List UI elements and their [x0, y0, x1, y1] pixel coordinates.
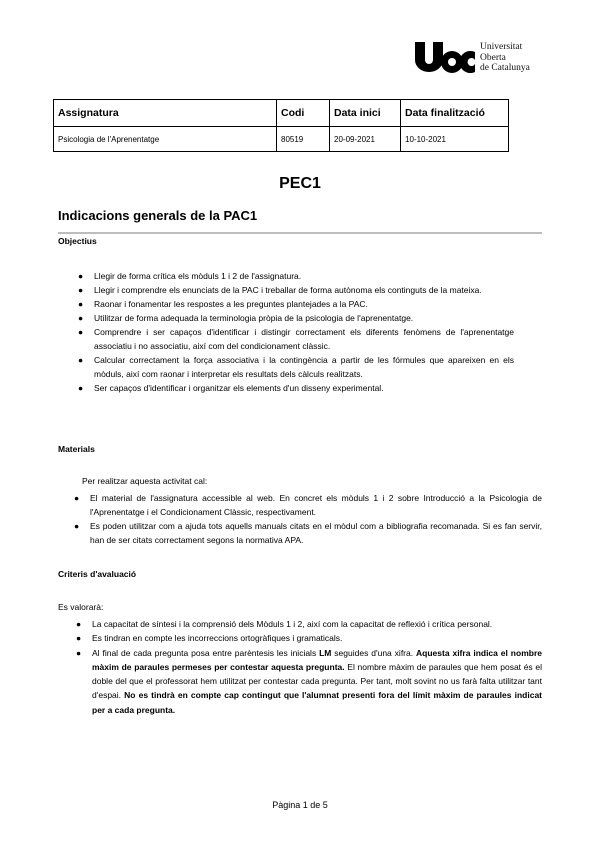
cell-data-finalitzacio: 10-10-2021 — [401, 127, 509, 152]
uoc-logo — [414, 40, 544, 74]
list-item — [78, 353, 514, 381]
criteris-heading: Criteris d'avaluació — [58, 569, 137, 579]
objectius-list — [78, 269, 514, 395]
header-assignatura: Assignatura — [54, 100, 277, 127]
list-item — [74, 519, 542, 547]
list-item-text: Calcular correctament la força associativa i la contingència a partir de les fórmules que apareixen en els mòduls, així com raonar i interpretar els resultats dels càlculs realitzats. — [94, 355, 514, 379]
list-item-text: Llegir de forma crítica els mòduls 1 i 2 de l'assignatura. — [94, 271, 302, 281]
list-item — [76, 631, 542, 645]
list-item-text: Comprendre i ser capaços d'identificar i distingir correctament els diferents fenòmens de l'aprenentatge associatiu i no associatiu, així com del condicionament clàssic. — [94, 327, 514, 351]
bullet-icon: ● — [78, 355, 84, 365]
materials-intro: Per realitzar aquesta activitat cal: — [82, 476, 208, 486]
bullet-icon: ● — [78, 299, 84, 309]
list-item-text: Raonar i fonamentar les respostes a les preguntes plantejades a la PAC. — [94, 299, 368, 309]
list-item — [78, 325, 514, 353]
list-item-text: Es tindran en compte les incorreccions ortogràfiques i gramaticals. — [92, 633, 343, 644]
list-item-text: La capacitat de síntesi i la comprensió dels Mòduls 1 i 2, així com la capacitat de reflexió i crítica personal. — [92, 619, 493, 629]
uoc-logo-text — [480, 42, 530, 74]
page-title: PEC1 — [279, 175, 321, 192]
uoc-logo-mark — [414, 40, 476, 74]
criteris-list — [76, 617, 542, 717]
list-item — [76, 617, 542, 631]
list-item — [78, 269, 514, 283]
section-title: Indicacions generals de la PAC1 — [58, 208, 258, 223]
criteris-intro: Es valorarà: — [58, 602, 104, 612]
table-header-row — [54, 100, 509, 127]
list-item-text: Ser capaços d'identificar i organitzar els elements d'un disseny experimental. — [94, 383, 384, 393]
bullet-icon: ● — [76, 633, 82, 644]
bullet-icon: ● — [78, 313, 84, 323]
bullet-icon: ● — [78, 271, 84, 281]
logo-line: de Catalunya — [480, 63, 530, 73]
materials-list — [74, 491, 542, 547]
header-data-finalitzacio: Data finalització — [401, 100, 509, 127]
list-item-text: Utilitzar de forma adequada la terminologia pròpia de la psicologia de l'aprenentatge. — [94, 313, 414, 323]
bullet-icon: ● — [78, 285, 84, 295]
materials-heading: Materials — [58, 444, 95, 454]
bullet-icon: ● — [74, 521, 80, 531]
cell-assignatura: Psicologia de l'Aprenentatge — [54, 127, 277, 152]
bullet-icon: ● — [76, 619, 82, 629]
list-item-text: Llegir i comprendre els enunciats de la PAC i treballar de forma autònoma els continguts de la mateixa. — [94, 285, 482, 295]
list-item — [78, 297, 514, 311]
header-codi: Codi — [277, 100, 330, 127]
logo-line: Oberta — [480, 52, 506, 63]
bullet-icon: ● — [74, 493, 80, 503]
course-info-table — [53, 99, 509, 152]
bullet-icon: ● — [78, 383, 84, 393]
list-item — [78, 283, 514, 297]
table-row — [54, 127, 509, 152]
list-item-text: El material de l'assignatura accessible al web. En concret els mòduls 1 i 2 sobre Introducció a la Psicologia de l'Aprenentatge i el Condicionament Clàssic, respectivament. — [90, 493, 542, 517]
cell-codi: 80519 — [277, 127, 330, 152]
header-data-inici: Data inici — [330, 100, 401, 127]
page-footer: Pàgina 1 de 5 — [272, 800, 328, 810]
list-item — [76, 646, 542, 717]
objectius-heading: Objectius — [58, 236, 97, 246]
section-divider — [58, 232, 542, 234]
list-item — [78, 311, 514, 325]
list-item-text: Al final de cada pregunta posa entre parèntesis les inicials LM seguides d'una xifra. Aquesta xifra indica el nombre màxim de paraules permeses per contestar aquesta pregunta. El nombre màxim de paraules que hem posat és el doble del que el professorat hem utilitzat per contestar cada pregunta. Per tant, molt sovint no us farà falta utilitzar tant d'espai. No es tindrà en compte cap contingut que l'alumnat presenti fora del límit màxim de paraules indicat per a cada pregunta. — [92, 647, 542, 715]
list-item-text: Es poden utilitzar com a ajuda tots aquells manuals citats en el mòdul com a bibliografia recomanada. Si es fan servir, han de ser citats correctament segons la normativa APA. — [90, 521, 542, 545]
logo-line: Universitat — [480, 42, 523, 52]
bullet-icon: ● — [76, 647, 82, 658]
list-item — [74, 491, 542, 519]
bullet-icon: ● — [78, 327, 84, 337]
cell-data-inici: 20-09-2021 — [330, 127, 401, 152]
list-item — [78, 381, 514, 395]
